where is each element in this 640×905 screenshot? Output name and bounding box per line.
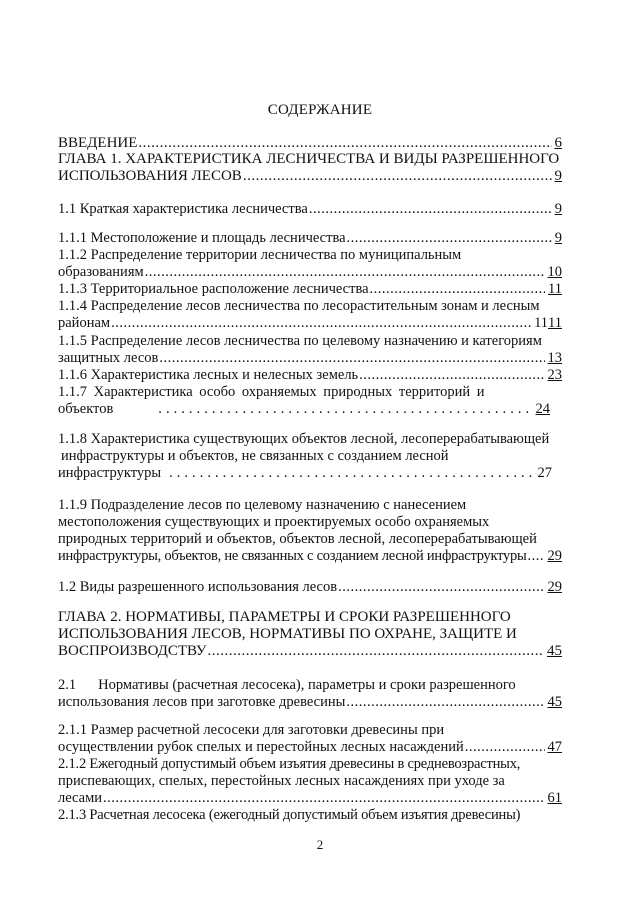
toc-leader-dots bbox=[346, 230, 552, 247]
toc-entry-text: объектов bbox=[58, 401, 114, 417]
toc-entry-text: 1.1.4 Распределение лесов лесничества по лесорастительным зонам и лесным bbox=[58, 298, 540, 314]
toc-entry-1-1-6[interactable] bbox=[58, 367, 562, 384]
toc-entry-1-1-2[interactable] bbox=[58, 247, 562, 281]
toc-page-number: 13 bbox=[547, 350, 562, 366]
toc-entry-glava2[interactable] bbox=[58, 609, 562, 660]
toc-page-number: 11 bbox=[548, 315, 562, 331]
toc-entry-text: 2.1.3 Расчетная лесосека (ежегодный допустимый объем изъятия древесины) bbox=[58, 807, 521, 823]
toc-entry-text: 1.1 Краткая характеристика лесничества bbox=[58, 201, 308, 217]
toc-page-number: 9 bbox=[554, 201, 562, 217]
toc-entry-text: ИСПОЛЬЗОВАНИЯ ЛЕСОВ bbox=[58, 168, 242, 184]
toc-entry-text: местоположения существующих и проектируемых особо охраняемых bbox=[58, 514, 490, 530]
toc-entry-text: использования лесов при заготовке древесины bbox=[58, 694, 346, 710]
toc-leader-dots bbox=[369, 281, 545, 298]
toc-entry-1-1-3[interactable] bbox=[58, 281, 562, 298]
toc-leader-dots bbox=[308, 201, 552, 218]
toc-page-number: 27 bbox=[537, 465, 552, 481]
toc-entry-number: 2.1 bbox=[58, 677, 77, 693]
toc-entry-text: 1.1.7 Характеристика особо охраняемых природных территорий и bbox=[58, 384, 485, 400]
toc-leader-dots bbox=[527, 548, 545, 565]
toc-entry-2-1-3[interactable] bbox=[58, 807, 562, 824]
toc-entry-text: ГЛАВА 2. НОРМАТИВЫ, ПАРАМЕТРЫ И СРОКИ РАЗРЕШЕННОГО bbox=[58, 609, 511, 625]
toc-page-number: 9 bbox=[554, 230, 562, 246]
toc-leader-dots bbox=[102, 790, 544, 807]
toc-entry-text: ВОСПРОИЗВОДСТВУ bbox=[58, 643, 207, 659]
toc-entry-text: инфраструктуры и объектов, не связанных с созданием лесной bbox=[61, 448, 449, 464]
toc-entry-1-2[interactable] bbox=[58, 579, 562, 596]
toc-entry-2-1-2[interactable] bbox=[58, 756, 562, 807]
toc-leader-dots bbox=[337, 579, 544, 596]
toc-page-prefix: 11 bbox=[534, 315, 549, 331]
toc-entry-text: 1.1.6 Характеристика лесных и нелесных земель bbox=[58, 367, 359, 383]
toc-entry-text: ВВЕДЕНИЕ bbox=[58, 135, 138, 151]
toc-leader-dots bbox=[206, 643, 544, 660]
toc-page-number: 9 bbox=[554, 168, 562, 184]
toc-entry-text: 1.1.8 Характеристика существующих объектов лесной, лесоперерабатывающей bbox=[58, 431, 550, 447]
toc-page-number: 45 bbox=[547, 694, 562, 710]
toc-page-number: 61 bbox=[547, 790, 562, 806]
toc-entry-glava1[interactable] bbox=[58, 151, 562, 185]
toc-entry-text: Нормативы (расчетная лесосека), параметры и сроки разрешенного bbox=[98, 677, 516, 693]
toc-entry-text: 1.1.3 Территориальное расположение лесничества bbox=[58, 281, 369, 297]
toc-page-number: 47 bbox=[547, 739, 562, 755]
toc-leader-dots bbox=[144, 264, 545, 281]
toc-page-number: 24 bbox=[535, 401, 550, 417]
toc-entry-1-1-1[interactable] bbox=[58, 230, 562, 247]
toc-entry-vvedenie[interactable] bbox=[58, 135, 562, 152]
toc-entry-text: природных территорий и объектов, объектов лесной, лесоперерабатывающей bbox=[58, 531, 537, 547]
toc-leader-dots bbox=[158, 350, 544, 367]
toc-entry-text: 1.1.2 Распределение территории лесничества по муниципальным bbox=[58, 247, 462, 263]
toc-entry-text: осуществлении рубок спелых и перестойных лесных насаждений bbox=[58, 739, 464, 755]
toc-entry-text: инфраструктуры bbox=[58, 465, 162, 481]
toc-entry-text: 1.1.5 Распределение лесов лесничества по целевому назначению и категориям bbox=[58, 333, 542, 349]
toc-leader-dots bbox=[157, 401, 532, 418]
toc-entry-text: 2.1.1 Размер расчетной лесосеки для заготовки древесины при bbox=[58, 722, 445, 738]
toc-entry-text: ГЛАВА 1. ХАРАКТЕРИСТИКА ЛЕСНИЧЕСТВА И ВИДЫ РАЗРЕШЕННОГО bbox=[58, 151, 560, 167]
toc-entry-text: приспевающих, спелых, перестойных лесных насаждениях при уходе за bbox=[58, 773, 505, 789]
toc-entry-text: 2.1.2 Ежегодный допустимый объем изъятия древесины в средневозрастных, bbox=[58, 756, 521, 772]
toc-entry-text: лесами bbox=[58, 790, 103, 806]
toc-page-number: 29 bbox=[547, 579, 562, 595]
toc-leader-dots bbox=[345, 694, 544, 711]
toc-entry-text: 1.2 Виды разрешенного использования лесов bbox=[58, 579, 338, 595]
toc-entry-text: 1.1.9 Подразделение лесов по целевому назначению с нанесением bbox=[58, 497, 467, 513]
toc-entry-2-1[interactable] bbox=[58, 677, 562, 711]
toc-page-number: 10 bbox=[547, 264, 562, 280]
toc-leader-dots bbox=[358, 367, 544, 384]
toc-page-number: 45 bbox=[547, 643, 562, 659]
page-number: 2 bbox=[316, 837, 324, 852]
toc-entry-text: защитных лесов bbox=[58, 350, 159, 366]
toc-entry-1-1-8[interactable] bbox=[58, 431, 562, 482]
toc-entry-2-1-1[interactable] bbox=[58, 722, 562, 756]
toc-leader-dots bbox=[110, 315, 531, 332]
toc-leader-dots bbox=[137, 135, 551, 152]
page-title: СОДЕРЖАНИЕ bbox=[267, 102, 373, 118]
toc-entry-text: образованиям bbox=[58, 264, 144, 280]
toc-entry-1-1[interactable] bbox=[58, 201, 562, 218]
toc-leader-dots bbox=[242, 168, 552, 185]
toc-leader-dots bbox=[161, 465, 534, 482]
toc-entry-text: инфраструктуры, объектов, не связанных с созданием лесной инфраструктуры bbox=[58, 548, 527, 564]
toc-entry-1-1-7[interactable] bbox=[58, 384, 562, 418]
toc-entry-1-1-5[interactable] bbox=[58, 333, 562, 367]
toc-page-number: 23 bbox=[547, 367, 562, 383]
toc-page-number: 6 bbox=[554, 135, 562, 151]
toc-page-number: 29 bbox=[547, 548, 562, 564]
toc-entry-text: районам bbox=[58, 315, 111, 331]
toc-entry-text: 1.1.1 Местоположение и площадь лесничества bbox=[58, 230, 346, 246]
toc-entry-1-1-4[interactable] bbox=[58, 298, 562, 332]
toc-leader-dots bbox=[464, 739, 545, 756]
toc-entry-text: ИСПОЛЬЗОВАНИЯ ЛЕСОВ, НОРМАТИВЫ ПО ОХРАНЕ, ЗАЩИТЕ И bbox=[58, 626, 517, 642]
toc-page-number: 11 bbox=[548, 281, 562, 297]
toc-entry-1-1-9[interactable] bbox=[58, 497, 562, 565]
